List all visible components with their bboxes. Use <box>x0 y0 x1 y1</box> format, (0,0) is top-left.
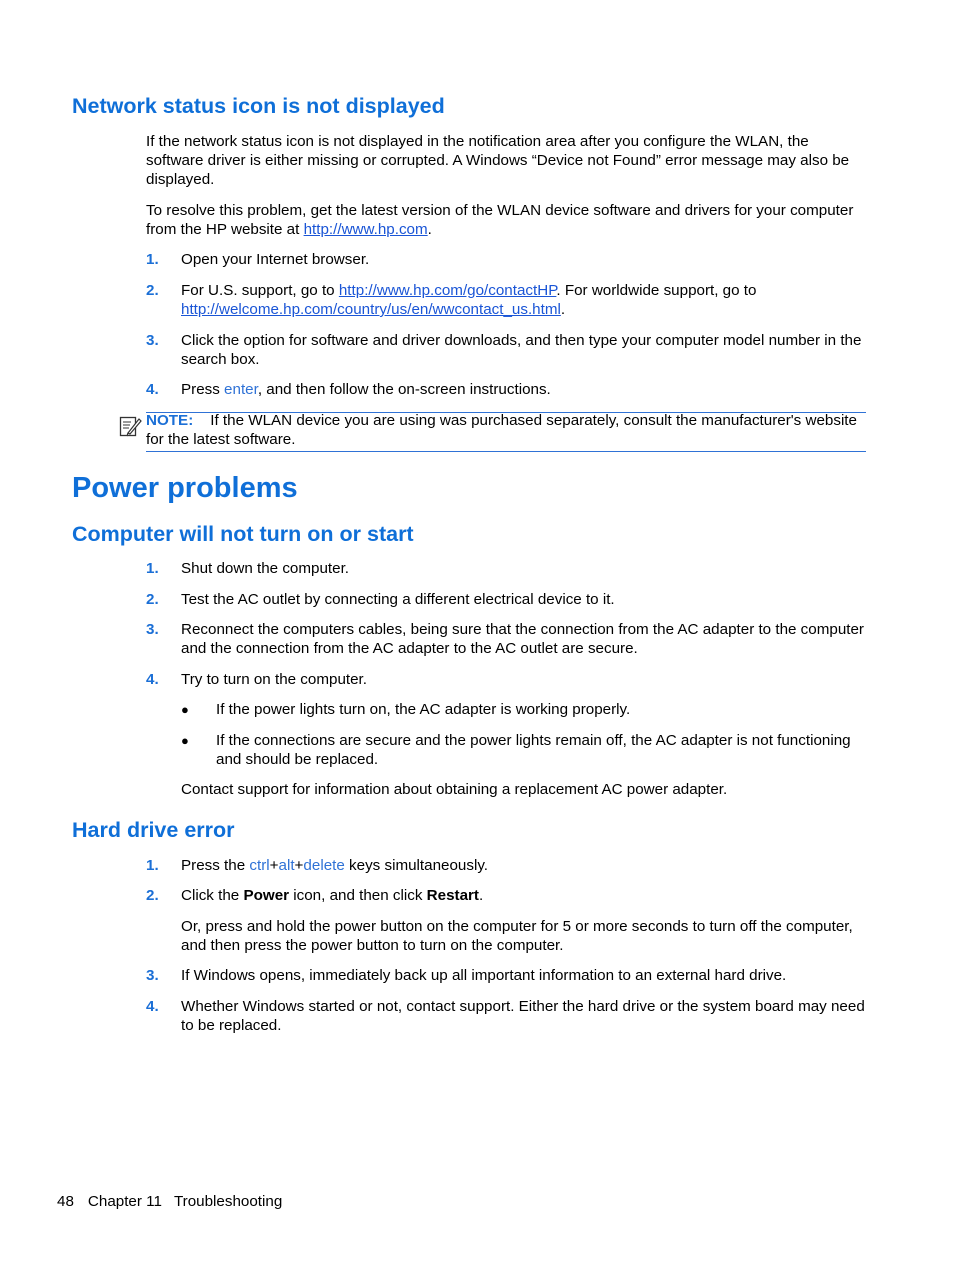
enter-key: enter <box>224 381 258 398</box>
note-body: If the WLAN device you are using was purchased separately, consult the manufacturer's website for the latest software. <box>146 412 857 448</box>
plus-sign: + <box>294 857 304 874</box>
page-number: 48 <box>57 1193 74 1210</box>
footer-title: Troubleshooting <box>173 1193 283 1210</box>
power-bullet-1: If the power lights turn on, the AC adapter is working properly. <box>216 701 631 718</box>
harddrive-step-2 <box>181 886 869 905</box>
network-paragraph-2 <box>146 201 868 239</box>
chapter-section-title: Power problems <box>72 472 298 504</box>
ctrl-key: ctrl <box>249 857 270 874</box>
hp-website-link[interactable]: http://www.hp.com <box>303 221 428 238</box>
network-step-3: Click the option for software and driver downloads, and then type your computer model number in the search box. <box>181 332 862 368</box>
section-heading-harddrive: Hard drive error <box>72 818 235 842</box>
power-step-number: 4. <box>146 671 159 688</box>
network-step-number: 4. <box>146 381 159 398</box>
network-paragraph-1: If the network status icon is not displayed in the notification area after you configure the WLAN, the software driver is either missing or corrupted. A Windows “Device not Found” error message may also be displayed. <box>146 133 850 188</box>
note-label: NOTE: <box>146 412 194 429</box>
power-bullet-2: If the connections are secure and the power lights remain off, the AC adapter is not functioning and should be replaced. <box>216 732 851 768</box>
harddrive-step-2-text-a: Click the <box>181 887 244 904</box>
worldwide-support-link[interactable]: http://welcome.hp.com/country/us/en/wwcontact_us.html <box>181 301 561 318</box>
note-icon <box>118 414 142 438</box>
harddrive-step-3: If Windows opens, immediately back up all important information to an external hard drive. <box>181 967 787 984</box>
plus-sign: + <box>269 857 279 874</box>
network-paragraph-2-end: . <box>427 221 432 238</box>
power-step-2: Test the AC outlet by connecting a different electrical device to it. <box>181 591 615 608</box>
section-heading-power: Computer will not turn on or start <box>72 522 414 546</box>
network-step-4-text-a: Press <box>181 381 225 398</box>
harddrive-step-2-text-b: icon, and then click <box>289 887 427 904</box>
delete-key: delete <box>303 857 345 874</box>
harddrive-step-1-text-b: keys simultaneously. <box>344 857 489 874</box>
network-step-2-text-b: . For worldwide support, go to <box>556 282 757 299</box>
bullet-mark: ● <box>181 702 189 717</box>
network-step-4 <box>181 380 869 399</box>
harddrive-step-1 <box>181 856 869 875</box>
network-step-4-text-b: , and then follow the on-screen instructions. <box>257 381 551 398</box>
power-step-1: Shut down the computer. <box>181 560 350 577</box>
network-step-number: 1. <box>146 251 159 268</box>
network-step-2 <box>181 281 869 319</box>
bullet-mark: ● <box>181 733 189 748</box>
restart-bold-label: Restart <box>426 887 479 904</box>
network-step-2-text-c: . <box>560 301 566 318</box>
network-paragraph-2-text: To resolve this problem, get the latest version of the WLAN device software and drivers for your computer from the HP website at <box>146 202 854 238</box>
power-step-4: Try to turn on the computer. <box>181 671 367 688</box>
power-step-number: 3. <box>146 621 159 638</box>
harddrive-step-number: 1. <box>146 857 159 874</box>
contact-hp-link[interactable]: http://www.hp.com/go/contactHP <box>338 282 557 299</box>
power-step-number: 2. <box>146 591 159 608</box>
harddrive-or-paragraph: Or, press and hold the power button on the computer for 5 or more seconds to turn off the computer, and then press the power button to turn on the computer. <box>181 918 853 954</box>
harddrive-step-2-text-c: . <box>479 887 484 904</box>
network-step-1: Open your Internet browser. <box>181 251 370 268</box>
section-heading-network: Network status icon is not displayed <box>72 94 445 118</box>
harddrive-step-1-text-a: Press the <box>181 857 250 874</box>
footer-chapter: Chapter 11 <box>87 1193 162 1210</box>
alt-key: alt <box>278 857 295 874</box>
network-step-number: 2. <box>146 282 159 299</box>
power-step-number: 1. <box>146 560 159 577</box>
harddrive-step-number: 3. <box>146 967 159 984</box>
network-step-number: 3. <box>146 332 159 349</box>
harddrive-step-4: Whether Windows started or not, contact support. Either the hard drive or the system board may need to be replaced. <box>181 998 865 1034</box>
note-text <box>146 411 866 449</box>
network-step-2-text-a: For U.S. support, go to <box>181 282 339 299</box>
power-step-3: Reconnect the computers cables, being sure that the connection from the AC adapter to the computer and the connection from the AC adapter to the AC outlet are secure. <box>181 621 864 657</box>
page-footer <box>57 1192 282 1211</box>
harddrive-step-number: 2. <box>146 887 159 904</box>
harddrive-step-number: 4. <box>146 998 159 1015</box>
power-bold-label: Power <box>243 887 290 904</box>
power-contact-paragraph: Contact support for information about obtaining a replacement AC power adapter. <box>181 781 728 798</box>
